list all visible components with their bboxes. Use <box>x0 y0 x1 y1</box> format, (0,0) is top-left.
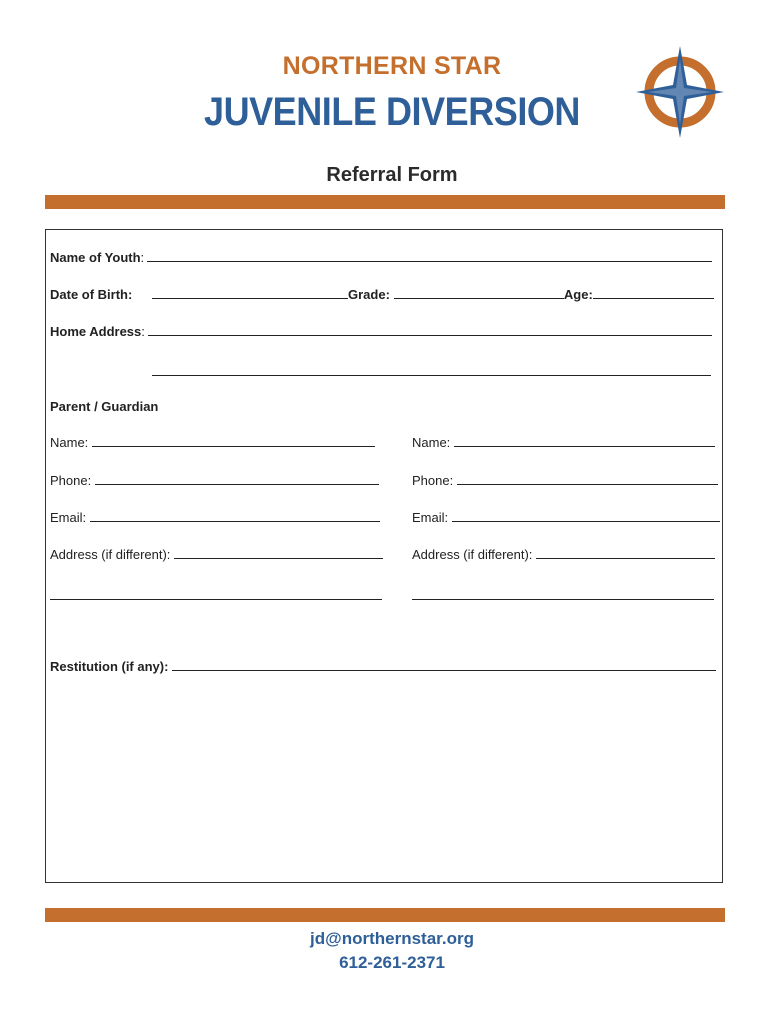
grade-field[interactable] <box>394 297 564 299</box>
guardian1-name-field[interactable] <box>92 445 375 447</box>
guardian1-phone-label: Phone: <box>50 473 92 488</box>
guardian2-phone-field[interactable] <box>457 483 718 485</box>
guardian2-name-label: Name: <box>412 435 451 450</box>
guardian1-address-field-line2[interactable] <box>50 598 382 600</box>
guardian1-phone-row <box>50 473 379 488</box>
contact-phone[interactable]: 612-261-2371 <box>339 953 445 972</box>
restitution-field[interactable] <box>172 669 716 671</box>
guardian-section-heading: Parent / Guardian <box>50 399 159 414</box>
guardian1-email-row <box>50 510 380 525</box>
guardian1-address-label: Address (if different): <box>50 547 171 562</box>
guardian1-name-row <box>50 435 375 450</box>
home-address-field[interactable] <box>148 334 712 336</box>
age-label: Age: <box>563 287 593 302</box>
youth-name-colon: : <box>140 250 145 265</box>
program-name: JUVENILE DIVERSION <box>203 90 580 134</box>
dob-field[interactable] <box>152 297 348 299</box>
guardian2-address-field-line2[interactable] <box>412 598 714 600</box>
guardian2-email-field[interactable] <box>452 520 720 522</box>
grade-label: Grade: <box>348 287 390 302</box>
guardian1-address-field[interactable] <box>174 557 383 559</box>
top-divider-bar <box>45 195 725 209</box>
guardian2-address-field[interactable] <box>536 557 715 559</box>
youth-name-row <box>50 250 712 265</box>
form-title: Referral Form <box>326 164 458 186</box>
guardian1-phone-field[interactable] <box>95 483 379 485</box>
age-field[interactable] <box>593 297 714 299</box>
restitution-label: Restitution (if any): <box>50 659 169 674</box>
home-address-label: Home Address <box>50 324 142 339</box>
home-address-field-line2[interactable] <box>152 374 711 376</box>
contact-email[interactable]: jd@northernstar.org <box>310 929 474 948</box>
guardian1-name-label: Name: <box>50 435 89 450</box>
dob-label: Date of Birth: <box>50 287 133 302</box>
home-address-colon: : <box>141 324 145 339</box>
youth-name-label: Name of Youth <box>50 250 141 265</box>
guardian2-email-label: Email: <box>412 510 449 525</box>
bottom-divider-bar <box>45 908 725 922</box>
org-name: NORTHERN STAR <box>282 52 502 80</box>
compass-star-icon <box>632 44 728 140</box>
home-address-row <box>50 324 712 339</box>
guardian2-address-label: Address (if different): <box>412 547 533 562</box>
guardian2-address-row <box>412 547 715 562</box>
youth-name-field[interactable] <box>147 260 712 262</box>
restitution-row <box>50 659 716 674</box>
guardian2-phone-label: Phone: <box>412 473 454 488</box>
guardian1-email-label: Email: <box>50 510 87 525</box>
guardian1-address-row <box>50 547 383 562</box>
guardian1-email-field[interactable] <box>90 520 380 522</box>
guardian2-phone-row <box>412 473 718 488</box>
dob-grade-age-row <box>50 287 714 302</box>
guardian2-name-field[interactable] <box>454 445 715 447</box>
guardian2-name-row <box>412 435 715 450</box>
guardian2-email-row <box>412 510 720 525</box>
